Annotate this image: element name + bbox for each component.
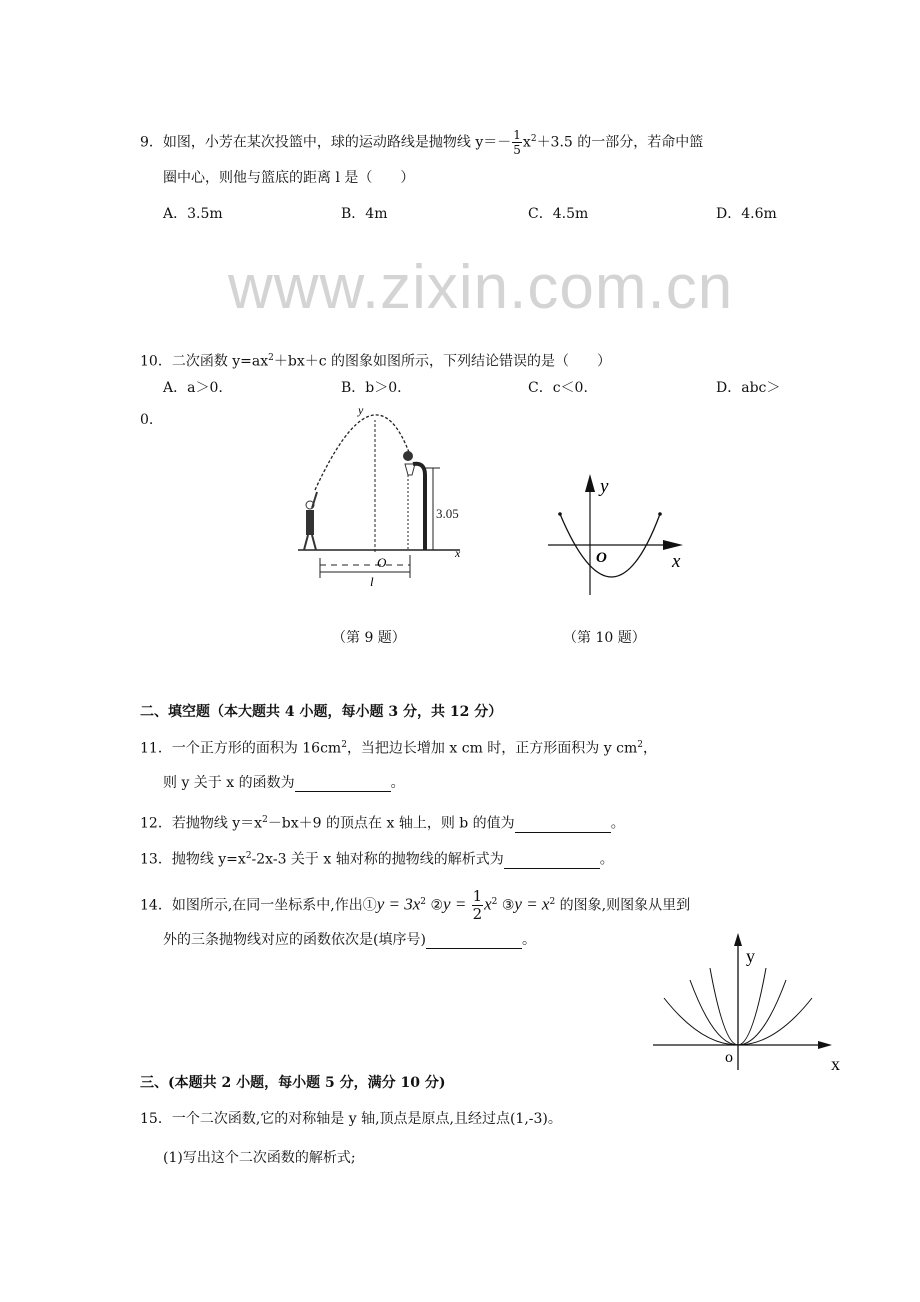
q9-option-b: B．4m [341,206,388,222]
fig9-x-label: x [455,546,461,560]
period: 。 [390,775,405,791]
answer-blank[interactable] [426,934,522,949]
section-3-heading: 三、(本题共 2 小题，每小题 5 分，满分 10 分) [140,1075,446,1091]
exponent: 2 [420,896,427,907]
equation-3: y = x [514,894,550,914]
period: 。 [610,815,625,832]
numerator: 1 [513,128,521,142]
q9-var: x [522,134,531,151]
figure-14-parabolas [650,930,850,1080]
answer-blank[interactable] [515,818,611,833]
exponent: 2 [530,133,537,144]
q9-option-c: C．4.5m [528,206,589,222]
q10-option-b: B．b＞0. [341,380,402,396]
question-14 [140,888,690,923]
q15-part-1: (1)写出这个二次函数的解析式; [163,1150,356,1166]
fig10-caption: （第 10 题） [563,630,646,646]
q9-option-a: A．3.5m [163,206,223,222]
equation-1: y = 3x [376,894,421,914]
section-2-heading: 二、填空题（本大题共 4 小题，每小题 3 分，共 12 分） [140,704,503,720]
q13-text: 13．抛物线 y=x [140,851,246,868]
equation-2-var: x [484,894,492,914]
fig14-x-label: x [831,1054,840,1074]
q10-text-end: ＋bx＋c 的图象如图所示，下列结论错误的是（ ） [273,353,612,370]
q12-text: 12．若抛物线 y＝x [140,815,263,832]
q10-wrap: 0. [140,412,154,428]
q11-line2 [163,774,405,792]
q9-number: 9． [140,134,163,151]
question-12 [140,811,625,833]
exponent: 2 [637,740,643,750]
exponent: 2 [262,815,268,825]
q9-option-d: D．4.6m [716,206,777,222]
q10-option-c: C．c＜0. [528,380,588,396]
q10-option-a: A．a＞0. [163,380,223,396]
denominator: 5 [513,143,521,157]
question-9 [140,128,703,157]
exponent: 2 [245,851,252,861]
watermark: www.zixin.com.cn [228,253,734,322]
answer-blank[interactable] [504,854,600,869]
exponent: 2 [341,740,347,750]
figure-10-parabola [545,470,690,600]
fig14-y-label: y [746,946,755,966]
period: 。 [521,932,536,948]
fig10-y-label: y [600,476,609,497]
question-11 [140,736,657,758]
q14-text-end: 的图象,则图象从里到 [559,897,691,914]
exponent: 2 [491,896,498,907]
q11-prompt: 则 y 关于 x 的函数为 [163,775,295,791]
numerator: 1 [472,887,483,905]
fig9-height-label: 3.05 [436,506,459,521]
circled-3: ③ [501,897,515,914]
q9-text: 如图，小芳在某次投篮中，球的运动路线是抛物线 y＝－ [162,134,512,151]
q12-text-end: －bx＋9 的顶点在 x 轴上，则 b 的值为 [267,815,515,832]
q10-text: 10．二次函数 y=ax [140,353,269,370]
q11-text-end: ， [642,740,657,757]
q14-line2 [163,931,536,949]
q10-option-d: D．abc＞ [716,380,781,396]
fraction [472,888,484,923]
q9-text-end: ＋3.5 的一部分，若命中篮 [536,134,704,151]
fig14-origin-label: o [725,1049,733,1066]
fig9-l-label: l [370,574,374,589]
fig9-caption: （第 9 题） [332,630,406,646]
question-15: 15．一个二次函数,它的对称轴是 y 轴,顶点是原点,且经过点(1,-3)。 [140,1111,562,1127]
q14-text: 14．如图所示,在同一坐标系中,作出① [140,897,377,914]
period: 。 [599,851,614,868]
exponent: 2 [268,353,274,363]
exponent: 2 [549,896,556,907]
fig10-x-label: x [672,551,681,572]
q14-prompt: 外的三条抛物线对应的函数依次是(填序号) [163,932,426,948]
fig9-origin-label: O [377,555,387,570]
q9-line2: 圈中心，则他与篮底的距离 l 是（ ） [163,170,415,186]
q11-text: 11．一个正方形的面积为 16cm [140,740,342,757]
fig9-y-label: y [358,403,364,417]
question-13 [140,847,614,869]
fig10-origin-label: O [596,550,607,566]
figure-9-basketball [290,400,475,590]
answer-blank[interactable] [295,777,391,792]
q13-text-end: -2x-3 关于 x 轴对称的抛物线的解析式为 [251,851,504,868]
denominator: 2 [472,905,483,923]
circled-2: ② [430,897,444,914]
equation-2: y = [443,894,471,914]
q11-text-mid: ，当把边长增加 x cm 时，正方形面积为 y cm [346,740,638,757]
question-10 [140,349,611,371]
fraction [512,128,522,157]
